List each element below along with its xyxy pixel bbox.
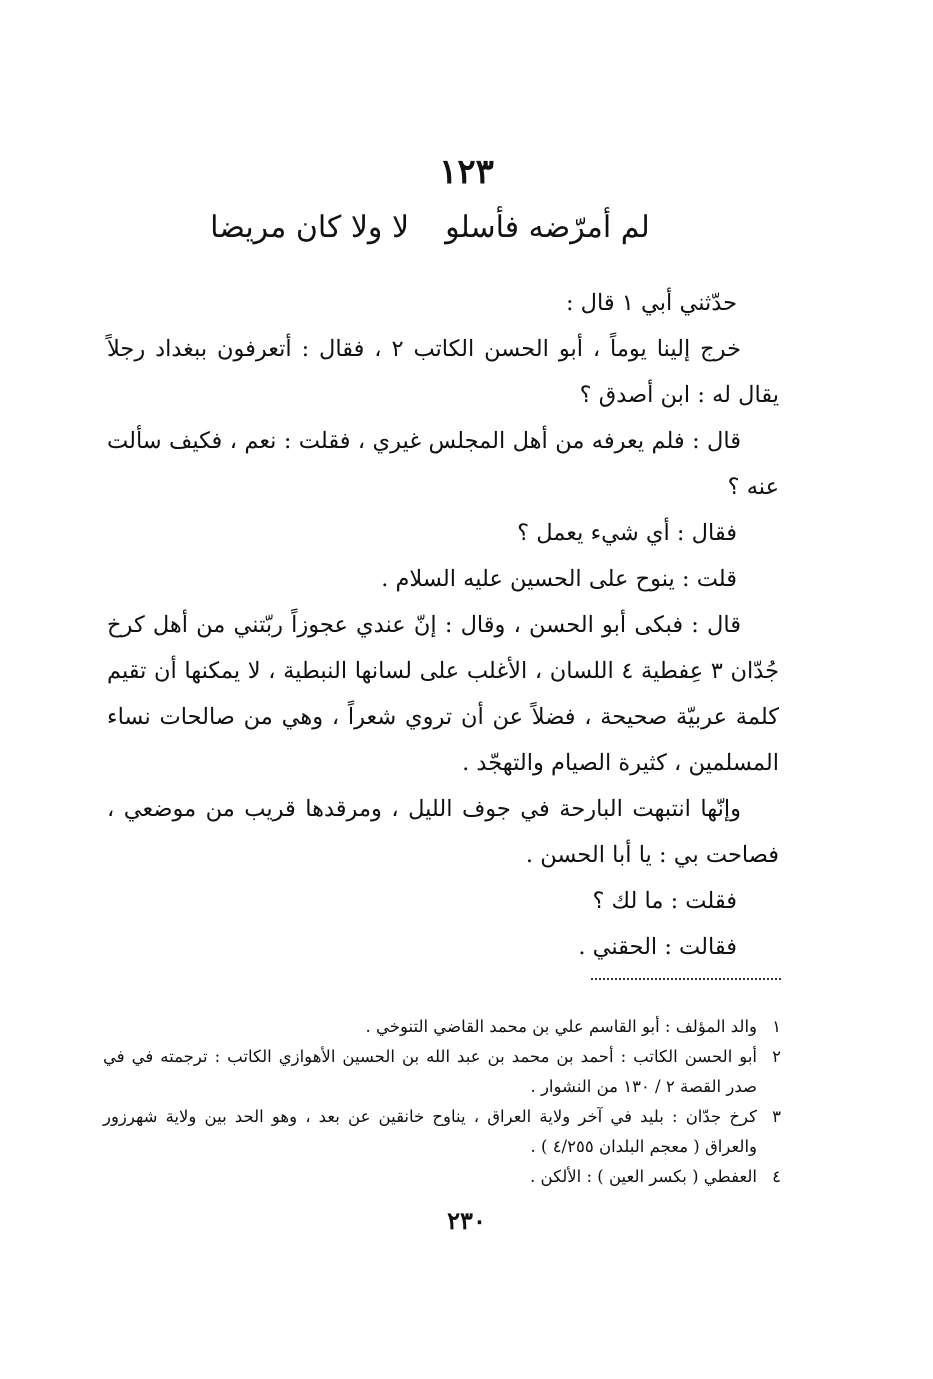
paragraph: قال : فلم يعرفه من أهل المجلس غيري ، فقلت : نعم ، فكيف سألت عنه ؟ [107, 428, 779, 500]
footnote [103, 1102, 781, 1162]
paragraph: قال : فبكى أبو الحسن ، وقال : إنّ عندي عجوزاً ربّتني من أهل كرخ جُدّان ٣ عِفطية ٤ اللسان ، الأغلب على لسانها النبطية ، لا يمكنها أن تقيم كلمة عربيّة صحيحة ، فضلاً عن أن تروي شعراً ، وهي من صالحات نساء المسلمين ، كثيرة الصيام والتهجّد . [107, 612, 780, 776]
title-first-hemistich: لم أمرّضه فأسلو [445, 210, 650, 245]
footnote-divider [591, 978, 781, 980]
footnote-number: ٤ [772, 1167, 781, 1186]
story-title-verse [180, 206, 680, 250]
story-body [107, 280, 779, 970]
paragraph: فقالت : الحقني . [578, 934, 737, 960]
footnote-text: أبو الحسن الكاتب : أحمد بن محمد بن عبد الله بن الحسين الأهوازي الكاتب : ترجمته في في صدر القصة ٢ / ١٣٠ من النشوار . [103, 1047, 757, 1096]
paragraph: قلت : ينوح على الحسين عليه السلام . [381, 566, 737, 592]
paragraph: حدّثني أبي ١ قال : [565, 290, 737, 316]
footnote [103, 1162, 781, 1192]
footnote-text: والد المؤلف : أبو القاسم علي بن محمد القاضي التنوخي . [365, 1017, 757, 1036]
paragraph: خرج إلينا يوماً ، أبو الحسن الكاتب ٢ ، فقال : أتعرفون ببغداد رجلاً يقال له : ابن أصدق ؟ [107, 336, 779, 408]
paragraph: فقلت : ما لك ؟ [592, 888, 737, 914]
footnote-number: ٣ [772, 1107, 781, 1126]
footnote [103, 1012, 781, 1042]
title-second-hemistich: لا ولا كان مريضا [210, 210, 410, 245]
footnote-number: ٢ [772, 1047, 781, 1066]
footnote-text: كرخ جدّان : بليد في آخر ولاية العراق ، يناوح خانقين عن بعد ، وهو الحد بين ولاية شهرزور والعراق ( معجم البلدان ٤/٢٥٥ ) . [103, 1107, 757, 1156]
story-number: ١٢٣ [439, 152, 494, 192]
paragraph: وإنّها انتبهت البارحة في جوف الليل ، ومرقدها قريب من موضعي ، فصاحت بي : يا أبا الحسن . [107, 796, 779, 868]
footnotes [103, 1012, 781, 1192]
footnote-number: ١ [772, 1017, 781, 1036]
page-number: ٢٣٠ [447, 1206, 486, 1235]
footnote [103, 1042, 781, 1102]
paragraph: فقال : أي شيء يعمل ؟ [517, 520, 737, 546]
footnote-text: العفطي ( بكسر العين ) : الألكن . [530, 1167, 757, 1186]
